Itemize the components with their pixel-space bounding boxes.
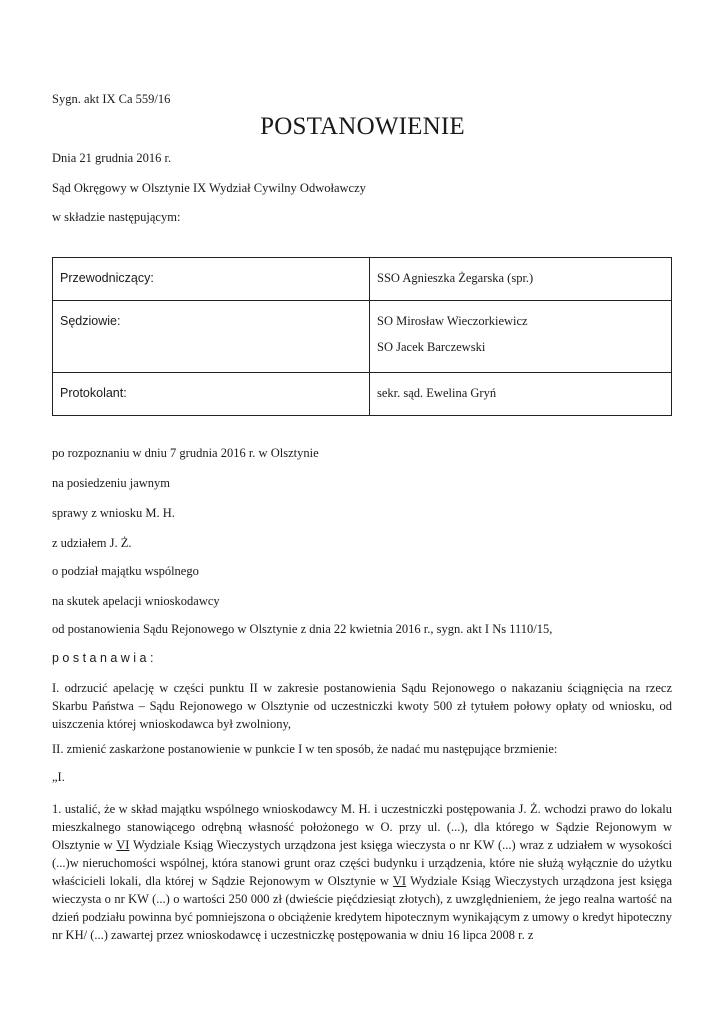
intro-line: od postanowienia Sądu Rejonowego w Olsztynie z dnia 22 kwietnia 2016 r., sygn. akt I Ns 1110/15, [52, 622, 553, 636]
panel-label: Sędziowie: [60, 314, 121, 328]
intro-line: na posiedzeniu jawnym [52, 476, 171, 490]
panel-row-judges [53, 301, 672, 373]
court-panel-table [52, 257, 672, 416]
document-title: POSTANOWIENIE [260, 113, 465, 140]
paragraph-text: Wydziale Ksiąg Wieczystych urządzona jest księga wieczysta o nr KW (...) o wartości 250 000 zł (dwieście pięćdziesiąt złotych), z uwzględnieniem, że jego realna wartość na dzień podziału powinna być pomniejszona o obciążenie kredytem hipotecznym wynikającym z umowy o kredyt hipoteczny nr KH/ (...) zawartej przez wnioskodawcę i uczestniczkę postępowania w dniu 16 lipca 2008 r. z [52, 874, 672, 942]
quote-open: „I. [52, 770, 65, 784]
panel-value: SSO Agnieszka Żegarska (spr.) [377, 271, 534, 285]
point-one: I. odrzucić apelację w części punktu II w zakresie postanowienia Sądu Rejonowego o nakazaniu ściągnięcia na rzecz Skarbu Państwa – Sądu Rejonowego w Olsztynie od uczestniczki kwoty 500 zł tytułem połowy opłaty od wniosku, od uiszczenia której wnioskodawca był zwolniony, [52, 681, 672, 731]
panel-label: Protokolant: [60, 386, 127, 400]
panel-row-presiding [53, 258, 672, 301]
intro-line: na skutek apelacji wnioskodawcy [52, 594, 220, 608]
intro-line: z udziałem J. Ż. [52, 536, 132, 550]
point-two: II. zmienić zaskarżone postanowienie w punkcie I w ten sposób, że nadać mu następujące brzmienie: [52, 742, 558, 756]
underlined-numeral: VI [392, 874, 407, 888]
paragraph-text: 1. ustalić, że w skład majątku wspólnego wnioskodawcy M. H. i uczestniczki postępowania J. Ż. wchodzi prawo do lokalu mieszkalnego stanowiącego odrębną własność położonego w O. przy ul. (...), dla którego w Sądzie Rejonowym w Olsztynie w [52, 802, 672, 852]
decision-date: Dnia 21 grudnia 2016 r. [52, 151, 172, 165]
panel-label: Przewodniczący: [60, 271, 154, 285]
decree-word: p o s t a n a w i a : [52, 651, 154, 665]
point-one-subsection [52, 800, 672, 944]
paragraph-text: Wydziale Ksiąg Wieczystych urządzona jest księga wieczysta o nr KW (...) wraz z udziałem w wysokości (...)w nieruchomości wspólnej, która stanowi grunt oraz części budynku i urządzenia, które nie służą wyłącznie do użytku właścicieli lokali, dla której w Sądzie Rejonowym w Olsztynie w [52, 838, 672, 888]
panel-value: SO Mirosław Wieczorkiewicz [377, 314, 528, 328]
intro-line: sprawy z wniosku M. H. [52, 506, 175, 520]
underlined-numeral: VI [116, 838, 130, 852]
panel-row-clerk [53, 373, 672, 416]
intro-line: po rozpoznaniu w dniu 7 grudnia 2016 r. w Olsztynie [52, 446, 319, 460]
case-number: Sygn. akt IX Ca 559/16 [52, 92, 171, 106]
panel-value: SO Jacek Barczewski [377, 340, 486, 354]
court-name: Sąd Okręgowy w Olsztynie IX Wydział Cywilny Odwoławczy [52, 181, 366, 195]
intro-line: o podział majątku wspólnego [52, 564, 199, 578]
composition-intro: w składzie następującym: [52, 210, 181, 224]
panel-value: sekr. sąd. Ewelina Gryń [377, 386, 497, 400]
